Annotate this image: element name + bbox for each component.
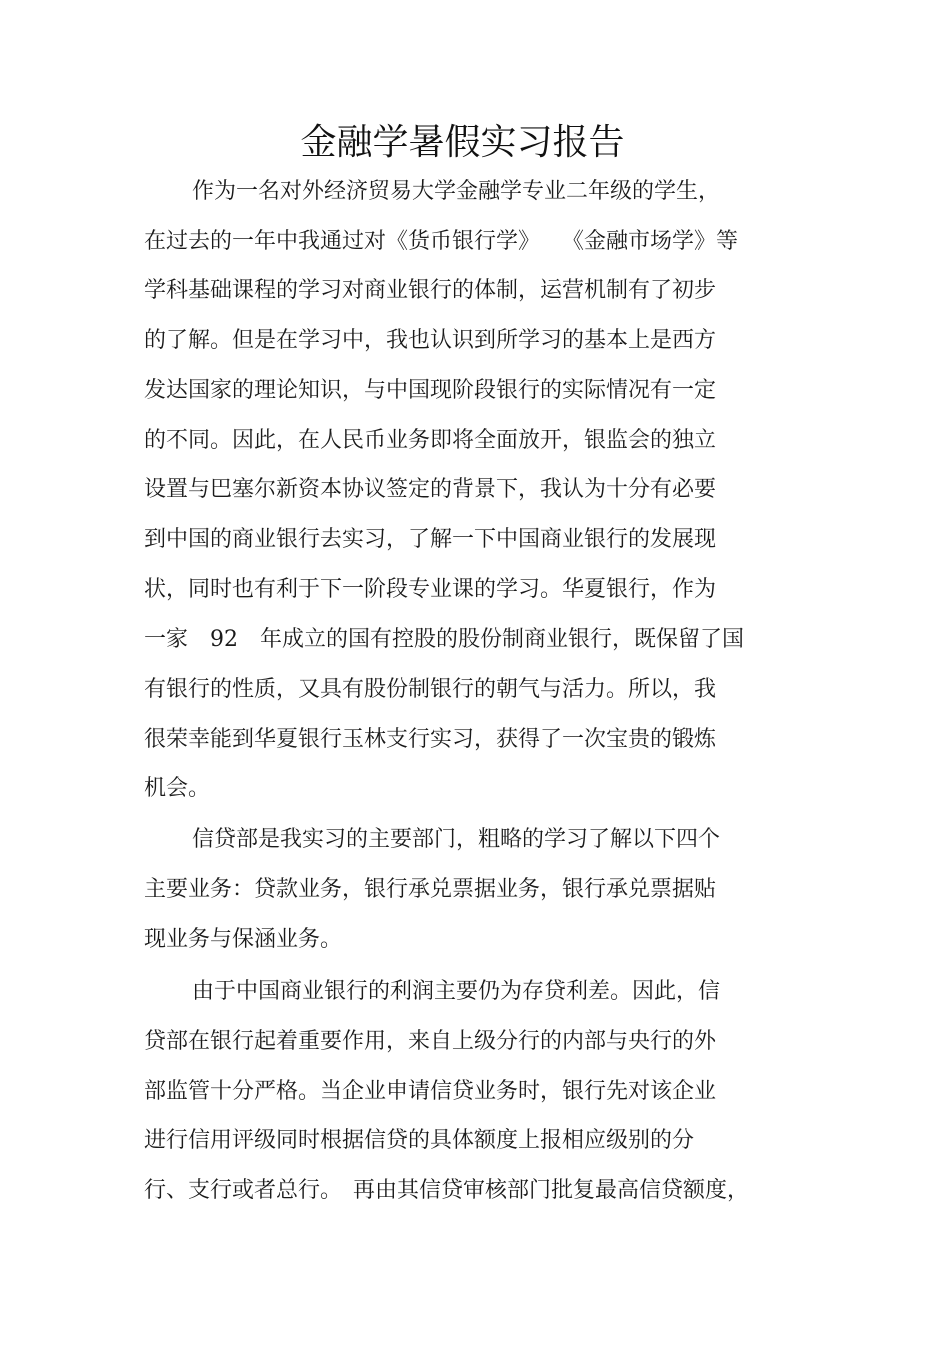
paragraph-1-line-6: 的不同。因此，在人民币业务即将全面放开，银监会的独立 [144, 428, 717, 453]
paragraph-2-line-3: 现业务与保涵业务。 [144, 927, 343, 952]
paragraph-1-line-13: 机会。 [144, 776, 211, 801]
paragraph-3-line-3: 部监管十分严格。当企业申请信贷业务时，银行先对该企业 [144, 1079, 717, 1104]
paragraph-1-line-8: 到中国的商业银行去实习，了解一下中国商业银行的发展现 [144, 527, 717, 552]
paragraph-2-line-1: 信贷部是我实习的主要部门，粗略的学习了解以下四个 [192, 827, 721, 852]
document-title: 金融学暑假实习报告 [300, 122, 625, 163]
paragraph-1-line-2: 在过去的一年中我通过对《货币银行学》 《金融市场学》等 [144, 229, 739, 254]
paragraph-3-line-2: 贷部在银行起着重要作用，来自上级分行的内部与央行的外 [144, 1029, 717, 1054]
paragraph-1-line-10: 一家 92 年成立的国有控股的股份制商业银行，既保留了国 [144, 627, 744, 652]
paragraph-1-line-9: 状，同时也有利于下一阶段专业课的学习。华夏银行，作为 [144, 577, 717, 602]
paragraph-3-line-4: 进行信用评级同时根据信贷的具体额度上报相应级别的分 [144, 1128, 695, 1153]
paragraph-2-line-2: 主要业务：贷款业务，银行承兑票据业务，银行承兑票据贴 [144, 877, 717, 902]
paragraph-1-line-12: 很荣幸能到华夏银行玉林支行实习，获得了一次宝贵的锻炼 [144, 727, 717, 752]
paragraph-1-line-5: 发达国家的理论知识，与中国现阶段银行的实际情况有一定 [144, 378, 717, 403]
paragraph-1-line-1: 作为一名对外经济贸易大学金融学专业二年级的学生， [192, 179, 721, 204]
paragraph-1-line-3: 学科基础课程的学习对商业银行的体制，运营机制有了初步 [144, 278, 717, 303]
paragraph-1-line-11: 有银行的性质，又具有股份制银行的朝气与活力。所以，我 [144, 677, 717, 702]
paragraph-3-line-5: 行、支行或者总行。 再由其信贷审核部门批复最高信贷额度， [144, 1178, 750, 1203]
paragraph-3-line-1: 由于中国商业银行的利润主要仍为存贷利差。因此，信 [192, 979, 721, 1004]
paragraph-1-line-7: 设置与巴塞尔新资本协议签定的背景下，我认为十分有必要 [144, 477, 717, 502]
paragraph-1-line-4: 的了解。但是在学习中，我也认识到所学习的基本上是西方 [144, 328, 717, 353]
